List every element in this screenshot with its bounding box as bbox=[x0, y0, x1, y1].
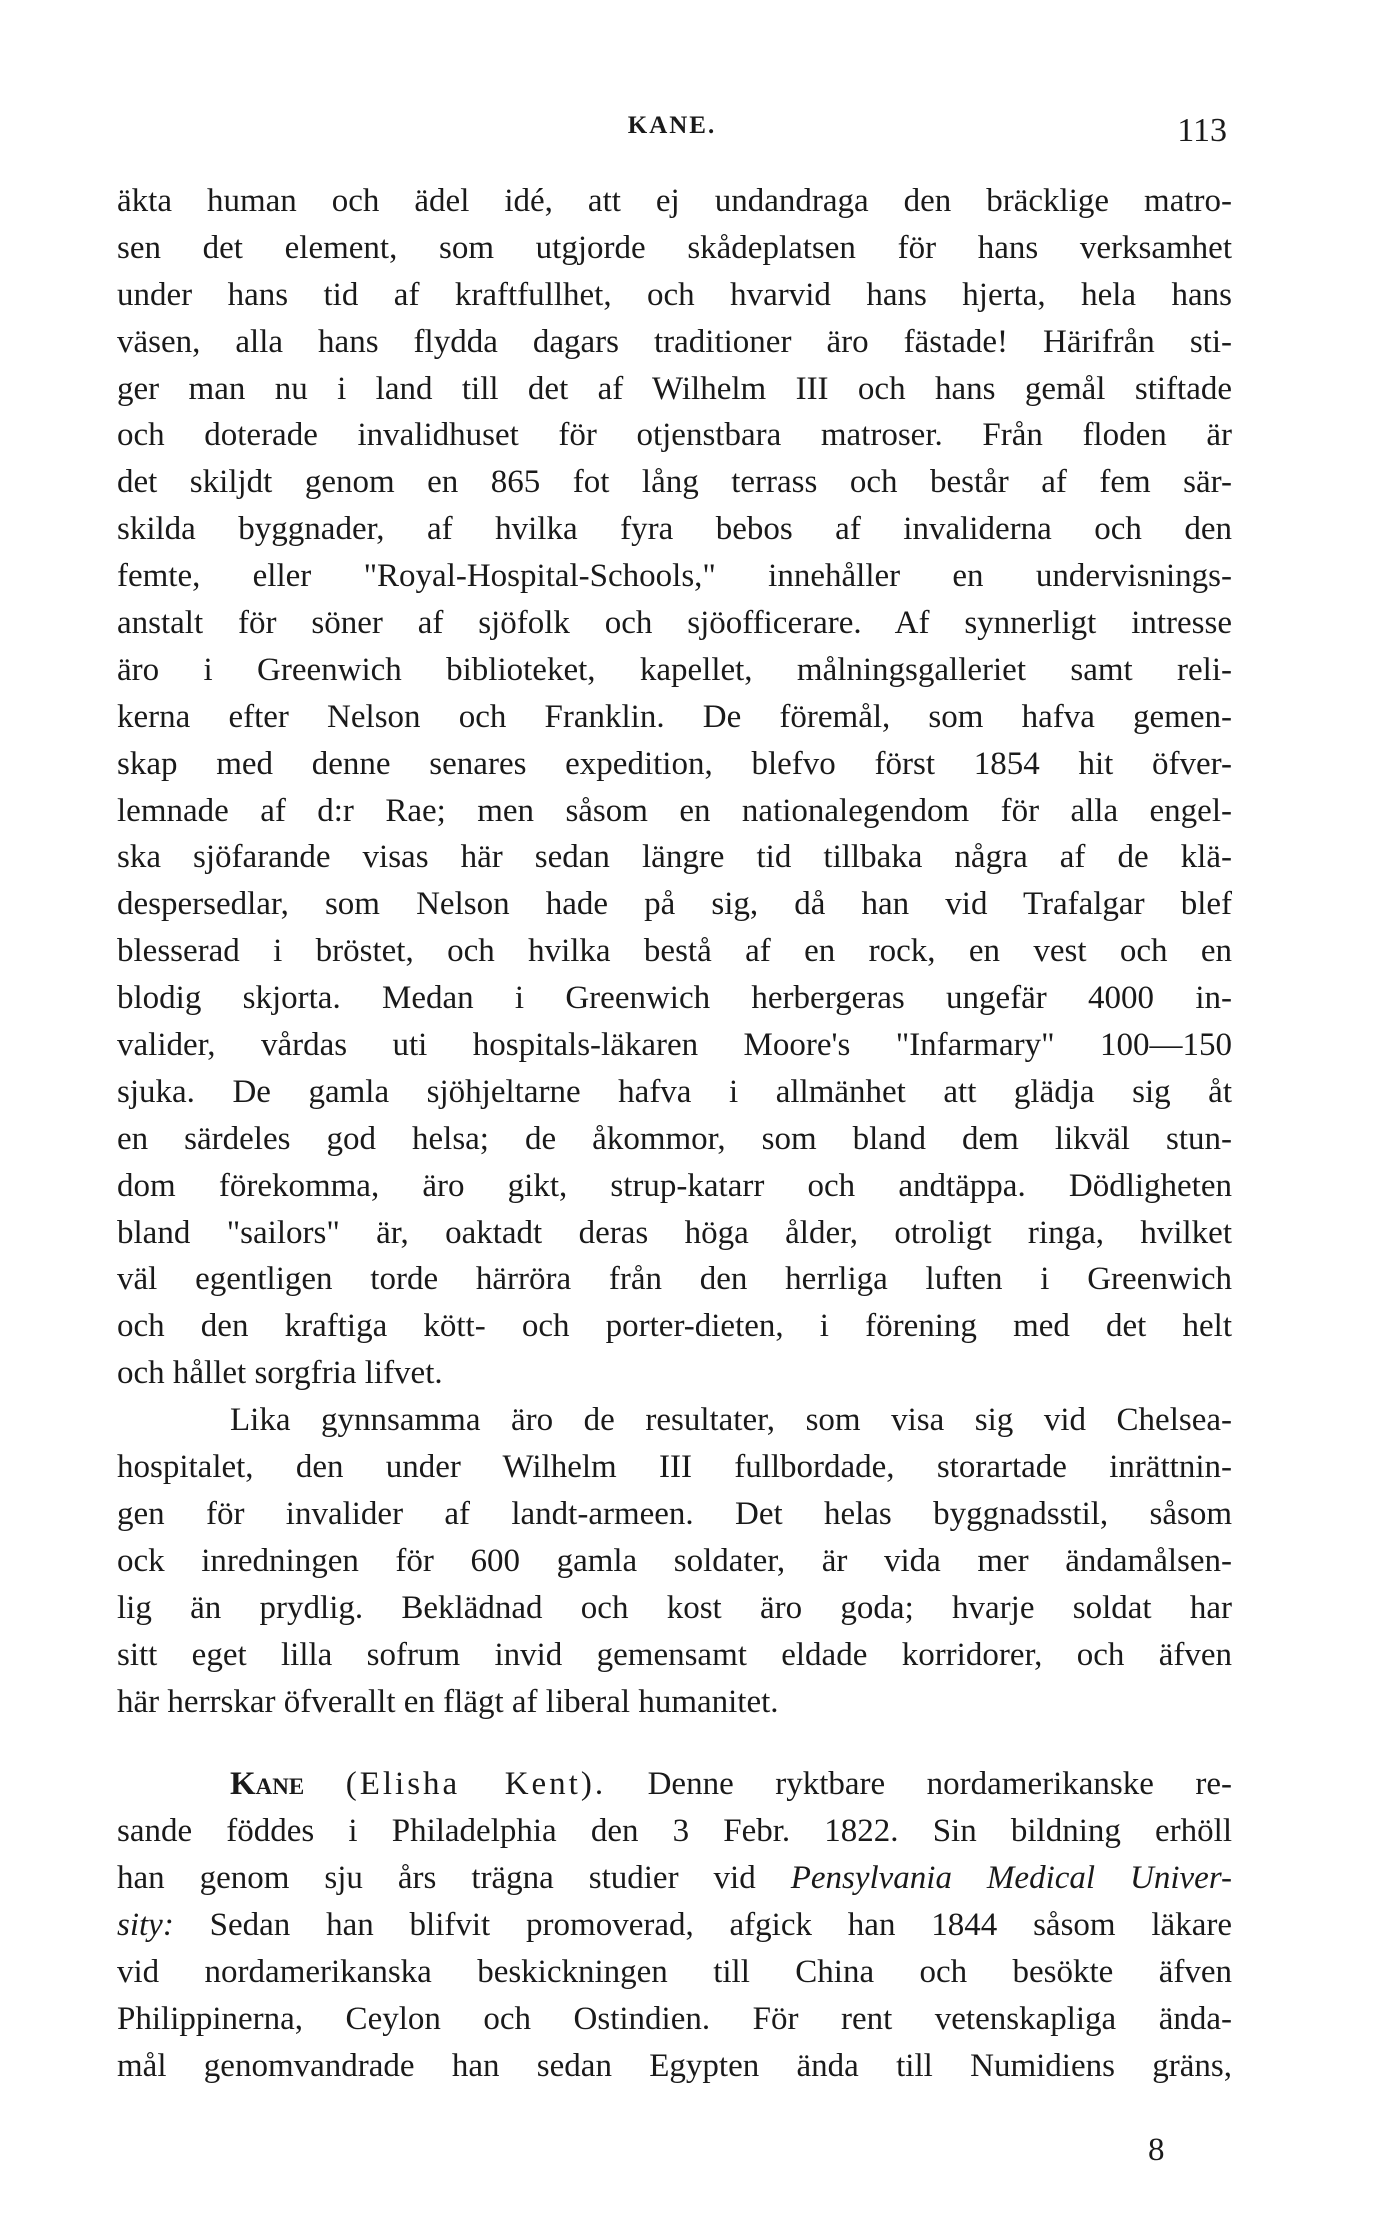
running-head bbox=[117, 112, 1227, 156]
text-line: skap med denne senares expedition, blefvo först 1854 hit öfver- bbox=[117, 745, 1232, 782]
text-line: en särdeles god helsa; de åkommor, som bland dem likväl stun- bbox=[117, 1120, 1232, 1157]
running-title: KANE. bbox=[627, 112, 717, 139]
text-line: det skiljdt genom en 865 fot lång terrass och består af fem sär- bbox=[117, 464, 1232, 501]
text-line: lemnade af d:r Rae; men såsom en nationalegendom för alla engel- bbox=[117, 792, 1232, 829]
text-line: här herrskar öfverallt en flägt af liberal humanitet. bbox=[117, 1683, 779, 1720]
text-line: sen det element, som utgjorde skådeplatsen för hans verksamhet bbox=[117, 229, 1232, 266]
entry-person-name: (Elisha Kent). bbox=[345, 1766, 607, 1803]
entry-text-line: sande föddes i Philadelphia den 3 Febr. 1822. Sin bildning erhöll bbox=[117, 1813, 1232, 1850]
text-line: dom förekomma, äro gikt, strup-katarr och andtäppa. Dödligheten bbox=[117, 1167, 1232, 1204]
entry-headword: Kane bbox=[230, 1766, 305, 1803]
paragraphs bbox=[117, 178, 1232, 1725]
encyclopedia-entry-kane bbox=[117, 1761, 1232, 2089]
text-line: gen för invalider af landt-armeen. Det helas byggnadsstil, såsom bbox=[117, 1495, 1232, 1532]
text-line: ock inredningen för 600 gamla soldater, är vida mer ändamålsen- bbox=[117, 1542, 1232, 1579]
entry-separator bbox=[117, 1725, 1232, 1761]
text-line: ska sjöfarande visas här sedan längre tid tillbaka några af de klä- bbox=[117, 839, 1232, 876]
entry-text-line: Philippinerna, Ceylon och Ostindien. För rent vetenskapliga ända- bbox=[117, 2000, 1232, 2037]
text-line: femte, eller "Royal-Hospital-Schools," innehåller en undervisnings- bbox=[117, 558, 1232, 595]
entry-text-line: mål genomvandrade han sedan Egypten ända till Numidiens gräns, bbox=[117, 2047, 1232, 2084]
entry-first-line-rest: Denne ryktbare nordamerikanske re- bbox=[647, 1766, 1232, 1803]
text-line: Lika gynnsamma äro de resultater, som visa sig vid Chelsea- bbox=[230, 1402, 1232, 1439]
text-line: kerna efter Nelson och Franklin. De föremål, som hafva gemen- bbox=[117, 698, 1232, 735]
text-line: despersedlar, som Nelson hade på sig, då han vid Trafalgar blef bbox=[117, 886, 1232, 923]
text-line: valider, vårdas uti hospitals-läkaren Moore's "Infarmary" 100—150 bbox=[117, 1027, 1232, 1064]
text-line: och hållet sorgfria lifvet. bbox=[117, 1355, 443, 1392]
text-line: bland "sailors" är, oaktadt deras höga ålder, otroligt ringa, hvilket bbox=[117, 1214, 1232, 1251]
text-line: blodig skjorta. Medan i Greenwich herbergeras ungefär 4000 in- bbox=[117, 980, 1232, 1017]
text-line: blesserad i bröstet, och hvilka bestå af en rock, en vest och en bbox=[117, 933, 1232, 970]
text-line: skilda byggnader, af hvilka fyra bebos af invaliderna och den bbox=[117, 511, 1232, 548]
text-line: hospitalet, den under Wilhelm III fullbordade, storartade inrättnin- bbox=[117, 1449, 1232, 1486]
signature-mark: 8 bbox=[1148, 2132, 1165, 2168]
entry-text-line: vid nordamerikanska beskickningen till China och besökte äfven bbox=[117, 1953, 1232, 1990]
page-number: 113 bbox=[1177, 112, 1227, 149]
text-line: och den kraftiga kött- och porter-dieten, i förening med det helt bbox=[117, 1308, 1232, 1345]
entry-text-line: sity: Sedan han blifvit promoverad, afgick han 1844 såsom läkare bbox=[117, 1907, 1232, 1944]
text-line: sjuka. De gamla sjöhjeltarne hafva i allmänhet att glädja sig åt bbox=[117, 1073, 1232, 1110]
text-line: väsen, alla hans flydda dagars traditioner äro fästade! Härifrån sti- bbox=[117, 323, 1232, 360]
text-line: ger man nu i land till det af Wilhelm III och hans gemål stiftade bbox=[117, 370, 1232, 407]
text-line: och doterade invalidhuset för otjenstbara matroser. Från floden är bbox=[117, 417, 1232, 454]
text-line: anstalt för söner af sjöfolk och sjöofficerare. Af synnerligt intresse bbox=[117, 605, 1232, 642]
body-text bbox=[117, 178, 1232, 2090]
text-line: sitt eget lilla sofrum invid gemensamt eldade korridorer, och äfven bbox=[117, 1636, 1232, 1673]
entry-text-line: han genom sju års trägna studier vid Pensylvania Medical Univer- bbox=[117, 1860, 1232, 1897]
text-line: lig än prydlig. Beklädnad och kost äro goda; hvarje soldat har bbox=[117, 1589, 1232, 1626]
text-line: under hans tid af kraftfullhet, och hvarvid hans hjerta, hela hans bbox=[117, 276, 1232, 313]
text-line: äkta human och ädel idé, att ej undandraga den bräcklige matro- bbox=[117, 183, 1232, 219]
entry-first-line bbox=[117, 1761, 1232, 1808]
text-line: väl egentligen torde härröra från den herrliga luften i Greenwich bbox=[117, 1261, 1232, 1298]
text-line: äro i Greenwich biblioteket, kapellet, målningsgalleriet samt reli- bbox=[117, 651, 1232, 688]
